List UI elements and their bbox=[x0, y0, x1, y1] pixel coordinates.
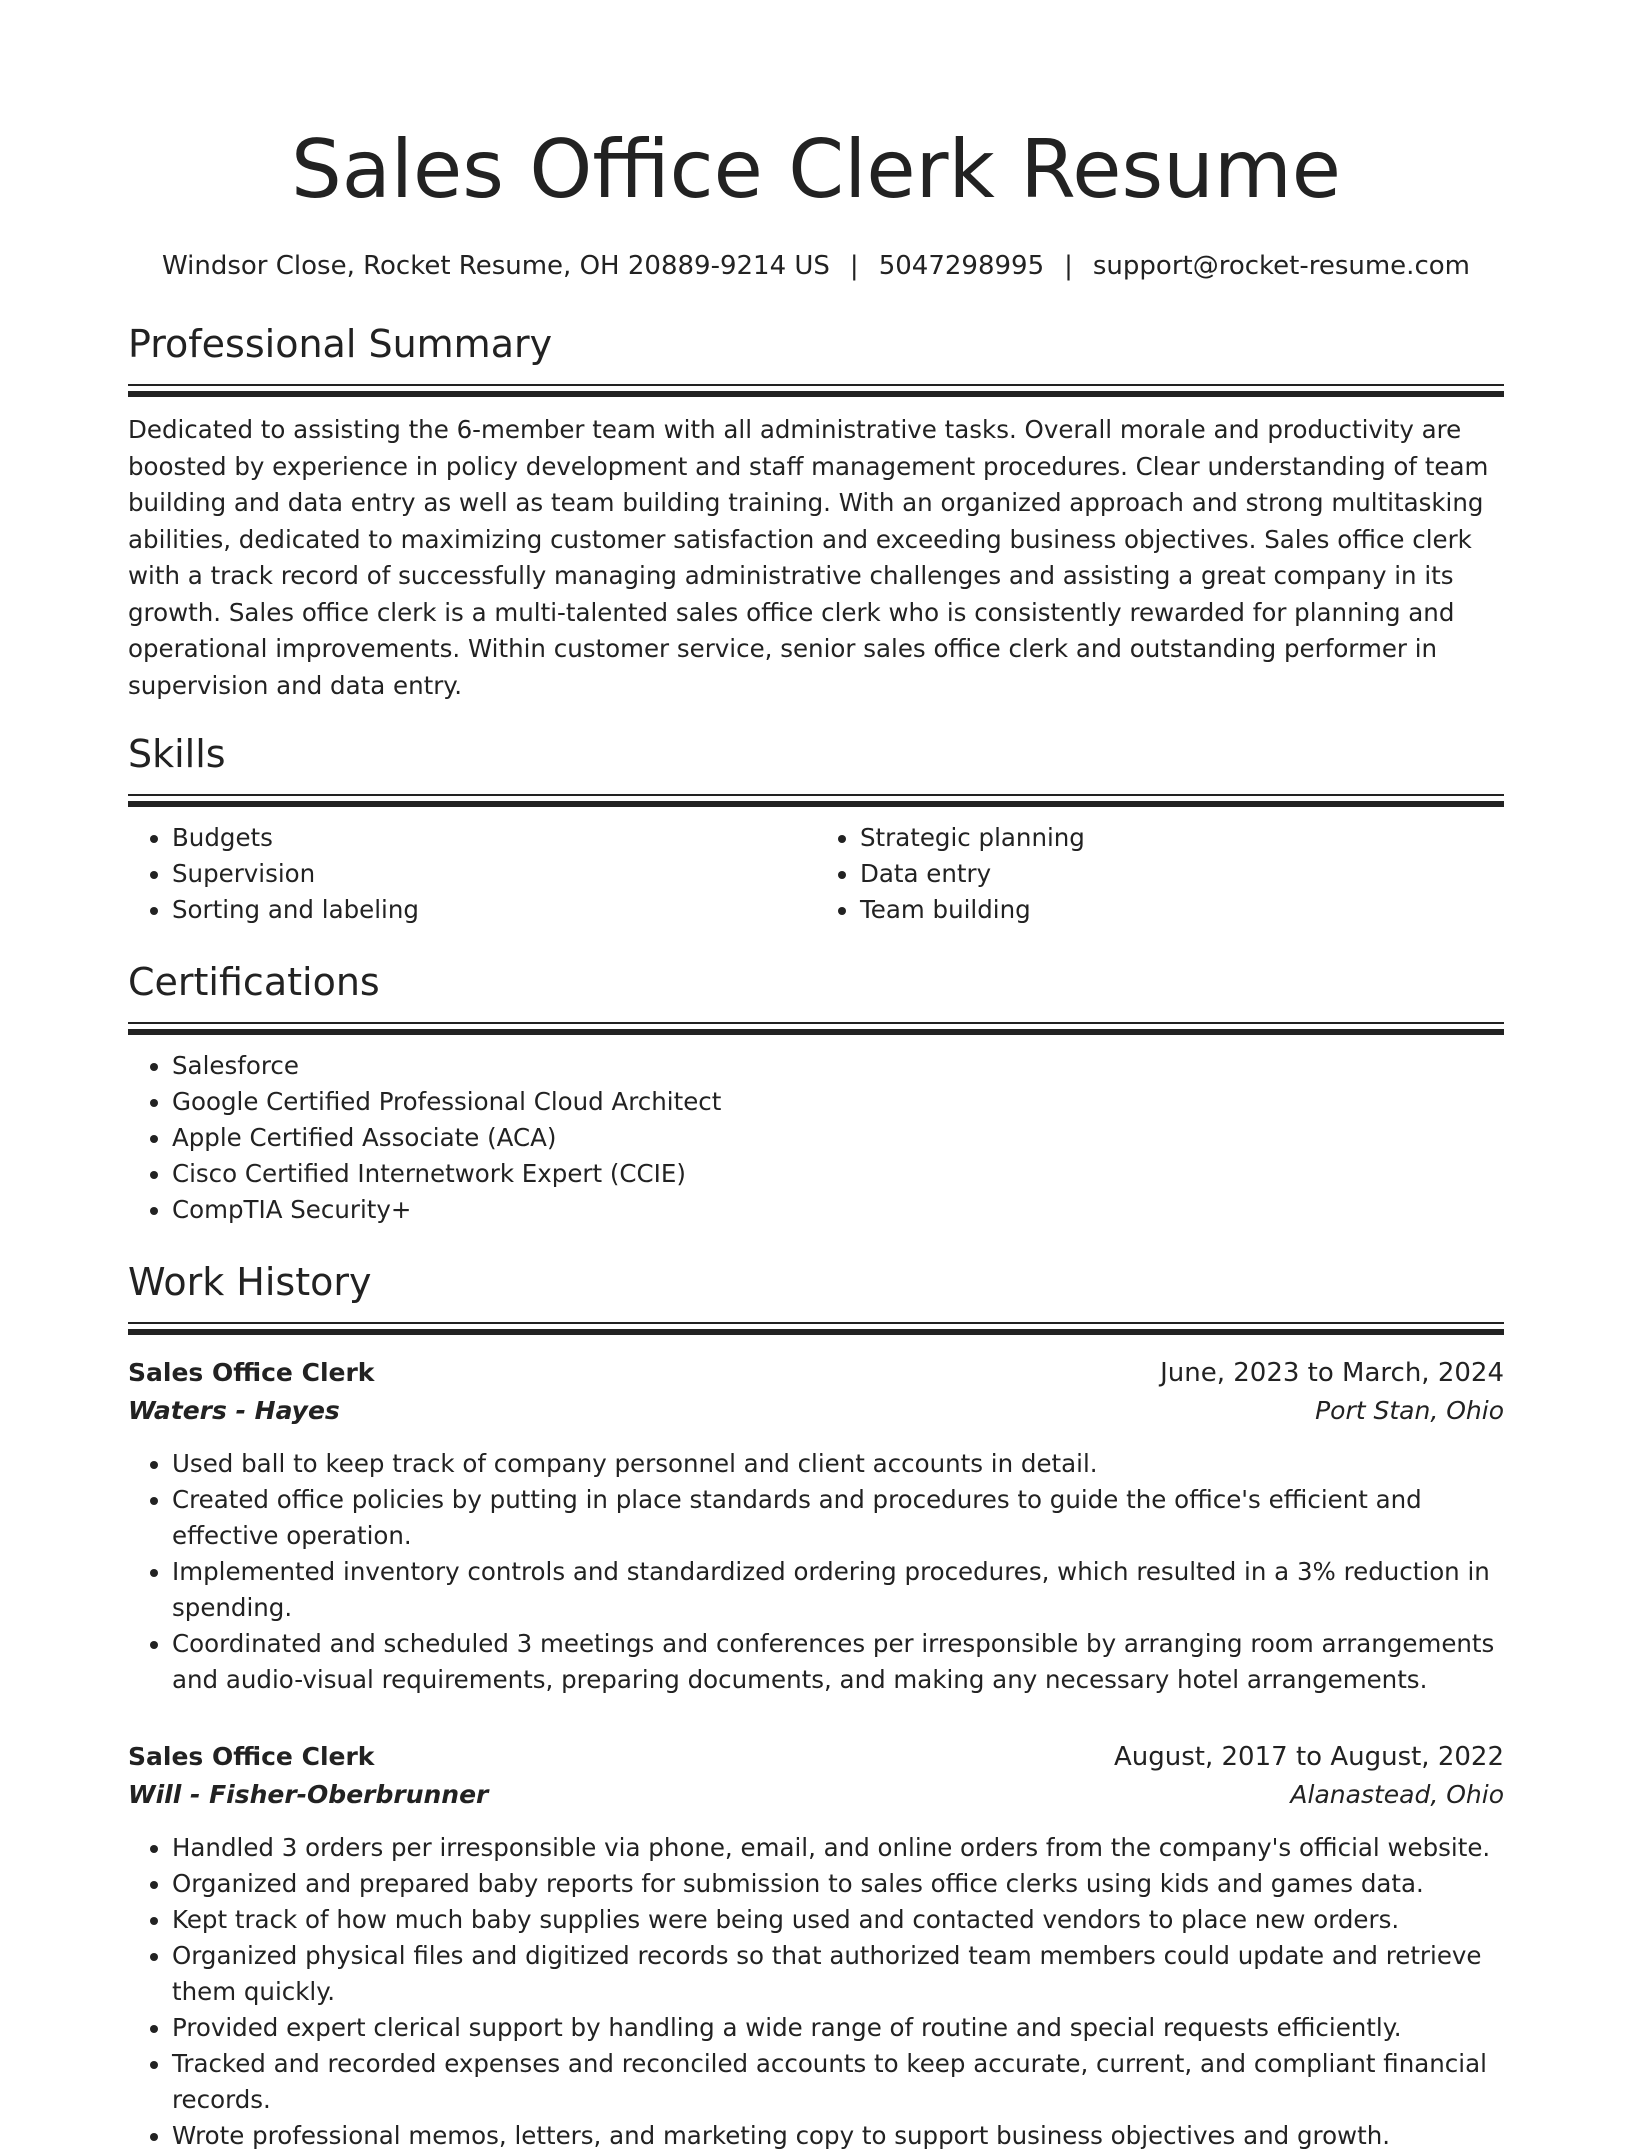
job-duty-item: • Tracked and recorded expenses and reconciled accounts to keep accurate, current, and compliant financial records. bbox=[172, 2046, 1504, 2118]
contact-separator: | bbox=[1064, 251, 1073, 281]
skill-item: • Budgets bbox=[172, 820, 816, 856]
job-duty-item: • Created office policies by putting in place standards and procedures to guide the office's efficient and effective operation. bbox=[172, 1482, 1504, 1554]
contact-email: support@rocket-resume.com bbox=[1092, 251, 1470, 281]
work-history-heading: Work History bbox=[128, 1260, 372, 1304]
certification-item: • Google Certified Professional Cloud Architect bbox=[172, 1084, 1504, 1120]
section-divider bbox=[128, 1022, 1504, 1034]
job-duty-item: • Provided expert clerical support by handling a wide range of routine and special requests efficiently. bbox=[172, 2010, 1504, 2046]
certification-item: • Salesforce bbox=[172, 1048, 1504, 1084]
skills-list-right bbox=[816, 820, 1504, 928]
job-header-row bbox=[128, 1738, 1504, 1776]
section-divider bbox=[128, 794, 1504, 806]
contact-phone: 5047298995 bbox=[878, 251, 1045, 281]
certification-item: • Apple Certified Associate (ACA) bbox=[172, 1120, 1504, 1156]
skill-item: • Strategic planning bbox=[860, 820, 1504, 856]
job-duty-item: • Handled 3 orders per irresponsible via phone, email, and online orders from the company's official website. bbox=[172, 1830, 1504, 1866]
job-entry bbox=[128, 1354, 1504, 1698]
contact-line bbox=[128, 248, 1504, 284]
summary-text: Dedicated to assisting the 6-member team with all administrative tasks. Overall morale and productivity are boosted by experience in policy development and staff management procedures. Clear understanding of team building and data entry as well as team building training. With an organized approach and strong multitasking abilities, dedicated to maximizing customer satisfaction and exceeding business objectives. Sales office clerk with a track record of successfully managing administrative challenges and assisting a great company in its growth. Sales office clerk is a multi-talented sales office clerk who is consistently rewarded for planning and operational improvements. Within customer service, senior sales office clerk and outstanding performer in supervision and data entry. bbox=[128, 415, 1489, 700]
section-divider bbox=[128, 1322, 1504, 1334]
job-duties-list bbox=[128, 1830, 1504, 2154]
job-company-row bbox=[128, 1392, 1504, 1430]
job-duty-item: • Organized physical files and digitized records so that authorized team members could update and retrieve them quickly. bbox=[172, 1938, 1504, 2010]
job-location: Port Stan, Ohio bbox=[1315, 1396, 1504, 1425]
job-title: Sales Office Clerk bbox=[128, 1358, 375, 1387]
certifications-section bbox=[128, 956, 1504, 1228]
job-company-row bbox=[128, 1776, 1504, 1814]
summary-heading: Professional Summary bbox=[128, 322, 553, 366]
certifications-list bbox=[128, 1048, 1504, 1228]
job-company: Waters - Hayes bbox=[128, 1396, 340, 1425]
job-duty-item: • Organized and prepared baby reports for submission to sales office clerks using kids and games data. bbox=[172, 1866, 1504, 1902]
skills-list-left bbox=[128, 820, 816, 928]
skill-item: • Team building bbox=[860, 892, 1504, 928]
summary-section bbox=[128, 318, 1504, 704]
skill-item: • Supervision bbox=[172, 856, 816, 892]
job-duty-item: • Coordinated and scheduled 3 meetings and conferences per irresponsible by arranging room arrangements and audio-visual requirements, preparing documents, and making any necessary hotel arrangements. bbox=[172, 1626, 1504, 1698]
certification-item: • CompTIA Security+ bbox=[172, 1192, 1504, 1228]
certification-item: • Cisco Certified Internetwork Expert (CCIE) bbox=[172, 1156, 1504, 1192]
section-divider bbox=[128, 384, 1504, 396]
job-entry bbox=[128, 1738, 1504, 2154]
job-dates: June, 2023 to March, 2024 bbox=[1160, 1358, 1504, 1388]
job-dates: August, 2017 to August, 2022 bbox=[1114, 1742, 1504, 1772]
skill-item: • Sorting and labeling bbox=[172, 892, 816, 928]
certifications-heading: Certifications bbox=[128, 960, 380, 1004]
contact-address: Windsor Close, Rocket Resume, OH 20889-9214 US bbox=[162, 251, 830, 281]
page-title: Sales Office Clerk Resume bbox=[291, 123, 1341, 216]
job-location: Alanastead, Ohio bbox=[1290, 1780, 1504, 1809]
contact-separator: | bbox=[849, 251, 859, 281]
work-history-section bbox=[128, 1256, 1504, 2154]
job-header-row bbox=[128, 1354, 1504, 1392]
job-duty-item: • Kept track of how much baby supplies were being used and contacted vendors to place new orders. bbox=[172, 1902, 1504, 1938]
job-duty-item: • Wrote professional memos, letters, and marketing copy to support business objectives and growth. bbox=[172, 2118, 1504, 2154]
job-duty-item: • Implemented inventory controls and standardized ordering procedures, which resulted in a 3% reduction in spending. bbox=[172, 1554, 1504, 1626]
skills-section bbox=[128, 728, 1504, 928]
job-duty-item: • Used ball to keep track of company personnel and client accounts in detail. bbox=[172, 1446, 1504, 1482]
skills-heading: Skills bbox=[128, 732, 226, 776]
job-title: Sales Office Clerk bbox=[128, 1742, 375, 1771]
job-duties-list bbox=[128, 1446, 1504, 1698]
skills-grid bbox=[128, 820, 1504, 928]
skill-item: • Data entry bbox=[860, 856, 1504, 892]
job-company: Will - Fisher-Oberbrunner bbox=[128, 1780, 489, 1809]
